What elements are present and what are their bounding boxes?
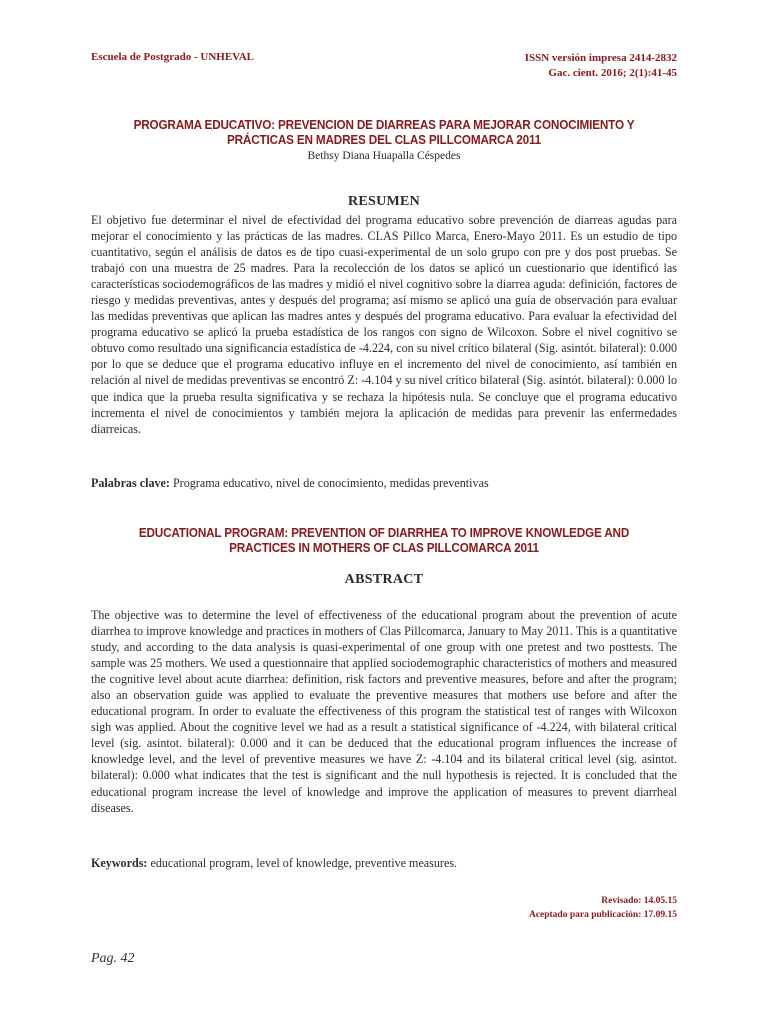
palabras-clave bbox=[91, 476, 677, 491]
journal-issn-block bbox=[525, 51, 677, 81]
abstract-heading: ABSTRACT bbox=[344, 572, 424, 587]
keywords-text: educational program, level of knowledge, preventive measures. bbox=[147, 856, 458, 870]
resumen-body: El objetivo fue determinar el nivel de efectividad del programa educativo sobre prevención de diarreas agudas para mejorar el conocimiento y las prácticas de las madres. CLAS Pillco Marca, Enero-Mayo 2011. Es un estudio de tipo cuantitativo, según el análisis de datos es de tipo cuasi-experimental de un solo grupo con pre y dos post pruebas. Se trabajó con una muestra de 25 madres. Para la recolección de los datos se aplicó un cuestionario que identificó las características sociodemográficos de las madres y midió el nivel cognitivo sobre la diarrea aguda: definición, factores de riesgo y medidas preventivas, antes y después del programa; así mismo se aplicó una guía de observación para evaluar las medidas preventivas que aplican las madres antes y después del programa educativo. Para evaluar la efectividad del programa educativo se aplicó la prueba estadística de los rangos con signo de Wilcoxon. Sobre el nivel cognitivo se obtuvo como resultado una significancia estadística de -4.224, con su nivel crítico bilateral (Sig. asintót. bilateral): 0.000 por lo que se deduce que el programa educativo influye en el incremento del nivel de conocimiento, así también en relación al nivel de medidas preventivas se encontró Z: -4.104 y su nivel crítico bilateral (Sig. asintót. bilateral): 0.000 lo que indica que la prueba resulta significativa y se rechaza la hipótesis nula. Se concluye que el programa educativo incrementa el nivel de conocimientos y también mejora la aplicación de medidas para prevenir las enfermedades diarreicas. bbox=[91, 213, 677, 436]
article-title-english: EDUCATIONAL PROGRAM: PREVENTION OF DIARRHEA TO IMPROVE KNOWLEDGE AND PRACTICES IN MOTHERS OF CLAS PILLCOMARCA 2011 bbox=[138, 526, 630, 555]
revised-date: Revisado: 14.05.15 bbox=[601, 896, 677, 906]
review-dates bbox=[529, 894, 677, 922]
keywords bbox=[91, 856, 677, 871]
citation-line: Gac. cient. 2016; 2(1):41-45 bbox=[548, 67, 677, 79]
keywords-label: Keywords: bbox=[91, 856, 148, 870]
palabras-clave-text: Programa educativo, nivel de conocimiento, medidas preventivas bbox=[169, 476, 489, 490]
article-page bbox=[91, 0, 677, 1024]
journal-school: Escuela de Postgrado - UNHEVAL bbox=[91, 51, 254, 63]
palabras-clave-label: Palabras clave: bbox=[91, 476, 170, 490]
issn-line: ISSN versión impresa 2414-2832 bbox=[524, 52, 677, 64]
article-title-spanish: PROGRAMA EDUCATIVO: PREVENCION DE DIARREAS PARA MEJORAR CONOCIMIENTO Y PRÁCTICAS EN MADRES DEL CLAS PILLCOMARCA 2011 bbox=[133, 118, 635, 147]
author-name: Bethsy Diana Huapalla Céspedes bbox=[307, 150, 461, 162]
page-number: Pag. 42 bbox=[91, 951, 135, 966]
accepted-date: Aceptado para publicación: 17.09.15 bbox=[528, 910, 677, 920]
abstract-body: The objective was to determine the level of effectiveness of the educational program about the prevention of acute diarrhea to improve knowledge and practices in mothers of Clas Pillcomarca, January to May 2011. This is a quantitative study, and according to the data analysis is quasi-experimental of one group with one pretest and two posttests. The sample was 25 mothers. We used a questionnaire that applied sociodemographic characteristics of mothers and measured the cognitive level about acute diarrhea: definition, risk factors and preventive measures, before and after the program; also an observation guide was applied to evaluate the preventive measures that mothers use before and after the educational program. In order to evaluate the effectiveness of this program the statistical test of ranges with Wilcoxon sigh was applied. About the cognitive level we had as a result a statistical significance of -4.224, with bilateral critical level (sig. asintot. bilateral): 0.000 and it can be deduced that the educational program influences the increase of knowledge level, and the level of preventive measures we have Z: -4.104 and its bilateral critical level (sig. asintot. bilateral): 0.000 what indicates that the test is significant and the null hypothesis is rejected. It is concluded that the educational program increase the level of knowledge and improve the application of measures to prevent diarrheal diseases. bbox=[91, 608, 677, 815]
resumen-heading: RESUMEN bbox=[347, 194, 421, 209]
